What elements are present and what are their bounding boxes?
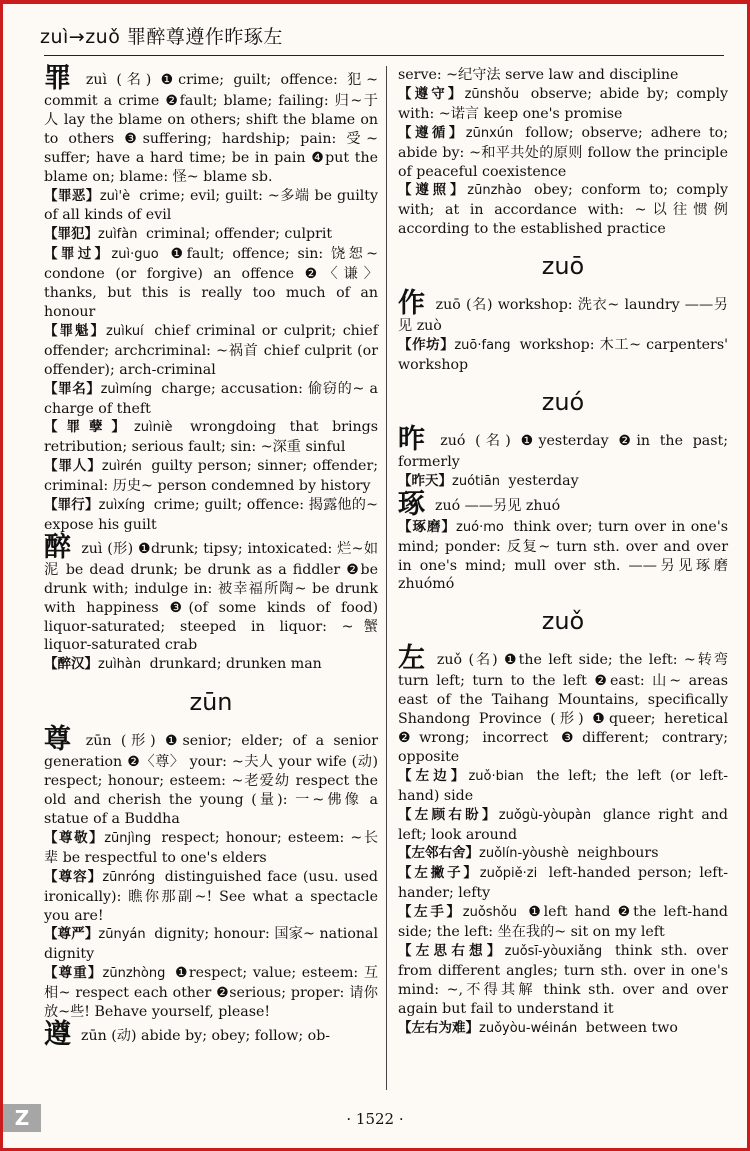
pinyin: zuǒpiě·zi — [479, 866, 538, 882]
definition: chief criminal or culprit; chief offender; archcriminal: ~祸首 chief culprit (or offender); arch-criminal — [44, 322, 378, 378]
headword: 作 — [398, 288, 426, 320]
entry-zuikui — [44, 322, 378, 380]
subheadword: 【左思右想】 — [398, 943, 505, 959]
subheadword: 【醉汉】 — [44, 656, 98, 673]
pinyin: zūnzhòng — [102, 966, 166, 982]
definition: zuó ——另见 zhuó — [435, 497, 561, 514]
headword: 左 — [398, 643, 427, 675]
right-column — [398, 66, 728, 1039]
subheadword: 【遵照】 — [398, 182, 468, 199]
section-heading-zuo2: zuó — [541, 387, 585, 416]
entry-zuo-zhuo — [398, 488, 728, 520]
pinyin: zuìkuí — [106, 323, 144, 339]
left-column — [44, 63, 379, 1050]
entry-zuiming — [44, 380, 378, 419]
running-head-text: zuì→zuǒ 罪醉尊遵作昨琢左 — [40, 26, 283, 48]
entry-zunzhao — [398, 181, 728, 239]
entry-zuinie — [44, 418, 378, 457]
entry-zunzhong — [44, 964, 378, 1022]
pinyin: zuǒlín-yòushè — [479, 846, 569, 862]
subheadword: 【左顾右盼】 — [398, 806, 499, 823]
definition: ❶respect; value; esteem: 互相~ respect each other ❷serious; proper: 请你放~些! Behave yourself, please! — [44, 965, 379, 1021]
pinyin: zuǒsī-yòuxiǎng — [504, 944, 603, 959]
entry-zuosi — [398, 942, 728, 1019]
entry-zuogu — [398, 806, 728, 845]
definition: zūn (形) ❶senior; elder; of a senior generation ❷〈尊〉 your: ~夫人 your wife (动) respect; honour; esteem: ~老爱幼 respect the old and cherish the young (量): 一~佛像 a statue of a Buddha — [44, 733, 379, 827]
entry-zunxun — [398, 124, 728, 182]
pinyin: zuìmíng — [100, 381, 153, 397]
pinyin: zuì·guo — [111, 247, 159, 263]
subheadword: 【尊严】 — [44, 926, 99, 943]
pinyin: zuótiān — [452, 473, 500, 489]
headword: 醉 — [44, 531, 72, 563]
subheadword: 【左撇子】 — [398, 865, 480, 882]
definition: ❶left hand ❷the left-hand side; the left: 坐在我的~ sit on my left — [398, 904, 729, 941]
entry-zuiguo — [44, 245, 378, 322]
pinyin: zuó·mo — [456, 519, 504, 535]
section-heading-zun: zūn — [189, 688, 233, 717]
pinyin: zūnshǒu — [464, 86, 520, 102]
entry-zun-obey — [44, 1018, 378, 1050]
pinyin: zuì'è — [99, 188, 131, 204]
subheadword: 【罪名】 — [44, 380, 101, 397]
column-divider — [386, 66, 387, 1090]
pinyin: zuǒ·bian — [468, 768, 524, 784]
entry-zuo-workshop — [398, 288, 728, 336]
subheadword: 【罪过】 — [44, 246, 112, 263]
entry-zuofang — [398, 336, 728, 375]
subheadword: 【琢磨】 — [398, 518, 457, 535]
definition: dignity; honour: 国家~ national dignity — [44, 926, 379, 963]
definition: zuō (名) workshop: 洗衣~ laundry ——另见 zuò — [398, 297, 728, 335]
section-heading-zuo1: zuō — [541, 252, 585, 281]
entry-zunrong — [44, 868, 378, 926]
entry-zuifan — [44, 225, 378, 245]
entry-zuoyou — [398, 1019, 728, 1039]
entry-zuotian — [398, 472, 728, 492]
entry-zui-drunk — [44, 531, 379, 656]
headword: 遵 — [44, 1018, 71, 1050]
definition: zuì (形) ❶drunk; tipsy; intoxicated: 烂~如泥 be dead drunk; be drunk as a fiddler ❷be drunk with; indulge in: 被幸福所陶~ be drunk with happiness ❸(of some kinds of food) liquor-saturated; steeped in liquor: ~蟹 liquor-saturated crab — [44, 540, 379, 654]
pinyin: zuǒyòu-wéinán — [479, 1020, 578, 1036]
entry-zun — [44, 724, 379, 829]
definition: workshop: 木工~ carpenters' workshop — [398, 337, 729, 373]
subheadword: 【罪行】 — [44, 497, 99, 514]
definition: think over; turn over in one's mind; ponder: 反复~ turn sth. over and over in one's mind; mull over sth. ——另见琢磨 zhuómó — [398, 518, 729, 593]
definition: the left; the left (or left-hand) side — [398, 767, 729, 804]
entry-zunyan — [44, 925, 378, 964]
subheadword: 【尊重】 — [44, 965, 103, 982]
definition: drunkard; drunken man — [149, 656, 322, 673]
entry-zuopie — [398, 864, 728, 903]
definition: zuǒ (名) ❶the left side; the left: ~转弯 turn left; turn to the left ❷east: 山~ areas east of the Taihang Mountains, specifically Shandong Province (形) ❶queer; heretical ❷wrong; incorrect ❸different; contrary; opposite — [398, 652, 729, 765]
definition: crime; evil; guilt: ~多端 be guilty of all kinds of evil — [44, 187, 378, 224]
definition: respect; honour; esteem: ~长辈 be respectful to one's elders — [44, 829, 379, 866]
entry-zunjing — [44, 829, 378, 868]
subheadword: 【尊敬】 — [44, 829, 105, 846]
pinyin: zuìniè — [133, 420, 173, 436]
definition: charge; accusation: 偷窃的~ a charge of theft — [44, 380, 378, 417]
subheadword: 【左右为难】 — [398, 1019, 479, 1036]
subheadword: 【尊容】 — [44, 868, 103, 885]
subheadword: 【左邻右舍】 — [398, 845, 479, 862]
page-number: · 1522 · — [346, 1110, 404, 1128]
entry-zuoshou — [398, 903, 728, 942]
subheadword: 【昨天】 — [398, 472, 452, 489]
subheadword: 【左手】 — [398, 904, 463, 921]
subheadword: 【左边】 — [398, 767, 469, 784]
entry-zuihan — [44, 655, 378, 675]
thumb-index-tab: Z — [3, 1104, 41, 1132]
definition: criminal; offender; culprit — [145, 226, 333, 243]
entry-zunshou — [398, 85, 728, 124]
subheadword: 【遵循】 — [398, 124, 466, 141]
definition: between two — [585, 1019, 678, 1036]
pinyin: zūnyán — [98, 927, 146, 943]
definition: obey; conform to; comply with; at in accordance with: ~以往惯例 according to the established practice — [398, 182, 728, 238]
entry-zuo-left — [398, 643, 729, 767]
entry-zuixing — [44, 496, 378, 535]
entry-zuie — [44, 187, 378, 226]
subheadword: 【罪犯】 — [44, 226, 98, 243]
entry-zuolin — [398, 844, 728, 864]
headword: 尊 — [44, 724, 76, 756]
definition: neighbours — [577, 845, 659, 862]
definition: guilty person; sinner; offender; criminal: 历史~ person condemned by history — [44, 458, 379, 495]
subheadword: 【罪孽】 — [44, 419, 134, 436]
entry-zuomo — [398, 518, 728, 595]
headword: 琢 — [398, 488, 425, 520]
definition: zuó (名) ❶yesterday ❷in the past; formerly — [398, 432, 728, 470]
definition: follow; observe; adhere to; abide by: ~和平共处的原则 follow the principle of peaceful coexistence — [398, 124, 729, 180]
definition: think sth. over from different angles; turn sth. over in one's mind: ~,不得其解 think sth. over and over again but fail to understand it — [398, 943, 729, 1017]
pinyin: zuō·fang — [454, 338, 511, 354]
definition: zuì (名) ❶crime; guilt; offence: 犯~ commit a crime ❷fault; blame; failing: 归~于人 lay the blame on others; shift the blame on to others ❸suffering; hardship; pain: 受~ suffer; have a hard time; be in pain ❹put the blame on; blame: 怪~ blame sb. — [44, 72, 379, 185]
pinyin: zuìrén — [101, 459, 142, 475]
subheadword: 【罪恶】 — [44, 187, 100, 204]
pinyin: zuìfàn — [98, 227, 138, 243]
definition: left-handed person; left-hander; lefty — [398, 865, 728, 902]
pinyin: zūnróng — [102, 869, 156, 885]
definition: yesterday — [508, 472, 579, 489]
pinyin: zuìxíng — [98, 498, 146, 514]
definition: glance right and left; look around — [398, 806, 729, 843]
subheadword: 【作坊】 — [398, 337, 455, 354]
definition: observe; abide by; comply with: ~诺言 keep one's promise — [398, 85, 728, 122]
entry-zui-crime — [44, 63, 379, 187]
headword: 昨 — [398, 423, 431, 455]
entry-zun-continued: serve: ~纪守法 serve law and discipline — [398, 67, 679, 83]
pinyin: zuǒshǒu — [462, 905, 517, 921]
definition: ❶fault; offence; sin: 饶恕~ condone (or forgive) an offence ❷〈谦〉 thanks, but this is really too much of an honour — [44, 246, 379, 320]
running-head — [40, 22, 730, 52]
definition: wrongdoing that brings retribution; serious fault; sin: ~深重 sinful — [44, 419, 379, 456]
pinyin: zūnxún — [465, 125, 514, 141]
pinyin: zuìhàn — [98, 657, 142, 673]
entry-zuobian — [398, 767, 728, 806]
pinyin: zūnjìng — [104, 830, 152, 846]
entry-zuiren — [44, 457, 378, 496]
definition: distinguished face (usu. used ironically): 瞧你那副~! See what a spectacle you are! — [44, 868, 378, 924]
pinyin: zūnzhào — [467, 183, 522, 199]
header-rule — [44, 55, 724, 56]
pinyin: zuǒgù-yòupàn — [498, 807, 592, 823]
entry-zuo-yesterday — [398, 423, 728, 472]
definition: zūn (动) abide by; obey; follow; ob- — [81, 1027, 331, 1044]
definition: crime; guilt; offence: 揭露他的~ expose his guilt — [44, 497, 378, 533]
subheadword: 【罪魁】 — [44, 322, 107, 339]
section-heading-zuo3: zuǒ — [541, 607, 585, 636]
headword: 罪 — [44, 63, 76, 94]
subheadword: 【罪人】 — [44, 458, 102, 475]
subheadword: 【遵守】 — [398, 85, 465, 102]
